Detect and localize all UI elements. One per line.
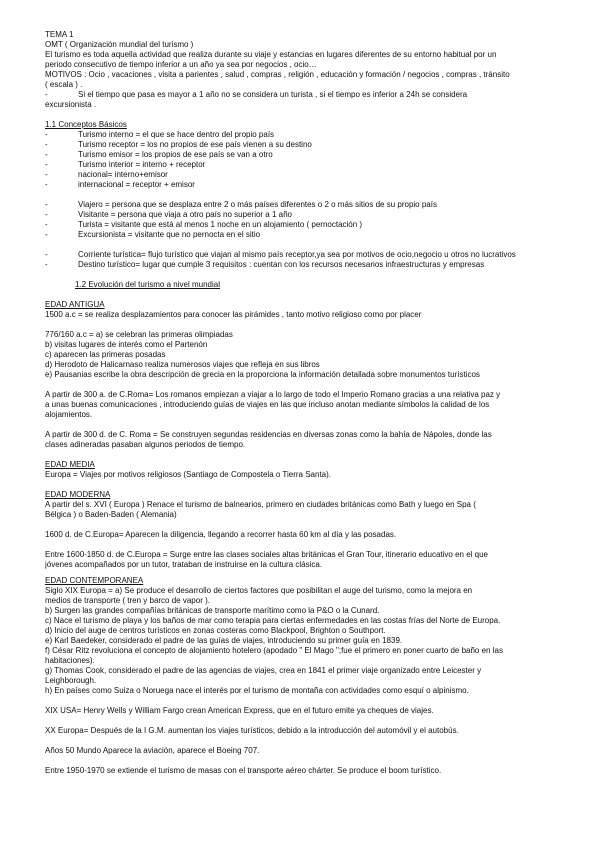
paragraph: Años 50 Mundo Aparece la aviación, aparece el Boeing 707. — [45, 746, 260, 755]
omt-line: OMT ( Organización mundial del turismo ) — [45, 40, 194, 49]
heading-edad-contemporanea: EDAD CONTEMPORANEA — [45, 576, 144, 585]
list-item: Siglo XIX Europa = a) Se produce el desarrollo de ciertos factores que posibilitan el auge del turismo, como la mejora en — [45, 586, 473, 595]
list-item: c) Nace el turismo de playa y los baños de mar como terapia para ciertas enfermedades en las costas frías del Norte de Europa. — [45, 616, 501, 625]
list-item: h) En países como Suiza o Noruega nace el interés por el turismo de montaña con actividades como esquí o alpinismo. — [45, 686, 469, 695]
paragraph: Entre 1950-1970 se extiende el turismo de masas con el transporte aéreo chárter. Se produce el boom turístico. — [45, 766, 442, 775]
section-title-evolucion: 1.2 Evolución del turismo a nivel mundial — [75, 280, 220, 289]
paragraph: 1500 a.c = se realiza desplazamientos para conocer las pirámides , tanto motivo religioso como por placer — [45, 310, 422, 319]
bullet-dash: - — [45, 90, 48, 99]
list-item: b) visitas lugares de interés como el Partenón — [45, 340, 208, 349]
list-item: - Turismo interior = interno + receptor — [45, 160, 206, 169]
paragraph: Europa = Viajes por motivos religiosos (Santiago de Compostela o Tierra Santa). — [45, 470, 332, 479]
heading-edad-media: EDAD MEDIA — [45, 460, 95, 469]
paragraph: a unas buenas comunicaciones , introduciendo guías de viajes en las que incluso anotan mediante símbolos la calidad de los — [45, 400, 490, 409]
paragraph: Bélgica ) o Baden-Baden ( Alemania) — [45, 510, 177, 519]
list-item: g) Thomas Cook, considerado el padre de las agencias de viajes, crea en 1841 el primer viaje organizado entre Leicester y — [45, 666, 482, 675]
paragraph: 1600 d. de C.Europa= Aparecen la diligencia, llegando a recorrer hasta 60 km al día y las posadas. — [45, 530, 397, 539]
doc-title: TEMA 1 — [45, 30, 74, 39]
definition-line: El turismo es toda aquella actividad que realiza durante su viaje y estancias en lugares diferentes de su entorno habitual por un — [45, 50, 497, 59]
list-item: - Viajero = persona que se desplaza entre 2 o más países diferentes o 2 o más sitios de su propio país — [45, 200, 437, 209]
list-item: - Turismo emisor = los propios de ese país se van a otro — [45, 150, 273, 159]
motivos-line: MOTIVOS : Ocio , vacaciones , visita a parientes , salud , compras , religión , educación y formación / negocios , compras , tránsito — [45, 70, 510, 79]
heading-edad-antigua: EDAD ANTIGUA — [45, 300, 105, 309]
list-item: e) Karl Baedeker, considerado el padre de las guías de viajes, introduciendo su primer guía en 1839. — [45, 636, 403, 645]
list-item: f) César Ritz revoluciona el concepto de alojamiento hotelero (apodado " El Mago ";fue el primero en poner cuarto de baño en las — [45, 646, 503, 655]
list-item: Leighborough. — [45, 676, 97, 685]
paragraph: A partir del s. XVI ( Europa ) Renace el turismo de balnearios, primero en ciudades británicas como Bath y luego en Spa ( — [45, 500, 476, 509]
paragraph: alojamientos. — [45, 410, 93, 419]
heading-edad-moderna: EDAD MODERNA — [45, 490, 111, 499]
document-page — [45, 30, 575, 776]
paragraph: clases adineradas pasaban algunos periodos de tiempo. — [45, 440, 246, 449]
list-item: medios de transporte ( tren y barco de vapor ). — [45, 596, 210, 605]
list-item: c) aparecen las primeras posadas — [45, 350, 166, 359]
list-item: - Destino turístico= lugar que cumple 3 requisitos : cuentan con los recursos necesarios infraestructuras y empresas — [45, 260, 485, 269]
list-item: habitaciones). — [45, 656, 95, 665]
list-item: - Excursionista = visitante que no pernocta en el sitio — [45, 230, 261, 239]
paragraph: XX Europa= Después de la I G.M. aumentan los viajes turísticos, debido a la introducción del automóvil y el autobús. — [45, 726, 459, 735]
list-item: d) Herodoto de Halicarnaso realiza numerosos viajes que refleja en sus libros — [45, 360, 320, 369]
list-item: - Corriente turística= flujo turístico que viajan al mismo país receptor,ya sea por motivos de ocio,negocio u otros no lucrativos — [45, 250, 516, 259]
list-item: b) Surgen las grandes compañías británicas de transporte marítimo como la P&O o la Cunard. — [45, 606, 380, 615]
list-item: - nacional= interno+emisor — [45, 170, 168, 179]
list-item: 776/160 a.c = a) se celebran las primeras olimpiadas — [45, 330, 233, 339]
paragraph: XIX USA= Henry Wells y William Fargo crean American Express, que en el futuro emite ya cheques de viajes. — [45, 706, 434, 715]
note-line: excursionista . — [45, 100, 97, 109]
list-item: - Turismo receptor = los no propios de ese país vienen a su destino — [45, 140, 312, 149]
paragraph: jóvenes acompañados por un tutor, trataban de instruirse en la cultura clásica. — [45, 560, 323, 569]
note-line: - Si el tiempo que pasa es mayor a 1 año no se considera un turista , si el tiempo es inferior a 24h se considera — [45, 90, 468, 99]
paragraph: A partir de 300 d. de C. Roma = Se construyen segundas residencias en diversas zonas como la bahía de Nápoles, donde las — [45, 430, 492, 439]
motivos-line: ( escala ) . — [45, 80, 83, 89]
definition-line: periodo consecutivo de tiempo inferior a un año ya sea por negocios , ocio… — [45, 60, 317, 69]
list-item: e) Pausanias escribe la obra descripción de grecia en la proporciona la información detallada sobre monumentos turísticos — [45, 370, 480, 379]
list-item: - Visitante = persona que viaja a otro país no superior a 1 año — [45, 210, 292, 219]
paragraph: Entre 1600-1850 d. de C.Europa = Surge entre las clases sociales altas británicas el Gran Tour, itinerario educativo en el que — [45, 550, 489, 559]
list-item: - Turismo interno = el que se hace dentro del propio país — [45, 130, 275, 139]
list-item: d) Inicio del auge de centros turísticos en zonas costeras como Blackpool, Brighton o Southport. — [45, 626, 386, 635]
list-item: - internacional = receptor + emisor — [45, 180, 195, 189]
section-title-conceptos: 1.1 Conceptos Básicos — [45, 120, 127, 129]
paragraph: A partir de 300 a. de C.Roma= Los romanos empiezan a viajar a lo largo de todo el Imperio Romano gracias a una relativa paz y — [45, 390, 501, 399]
list-item: - Turista = visitante que está al menos 1 noche en un alojamiento ( pernoctación ) — [45, 220, 363, 229]
